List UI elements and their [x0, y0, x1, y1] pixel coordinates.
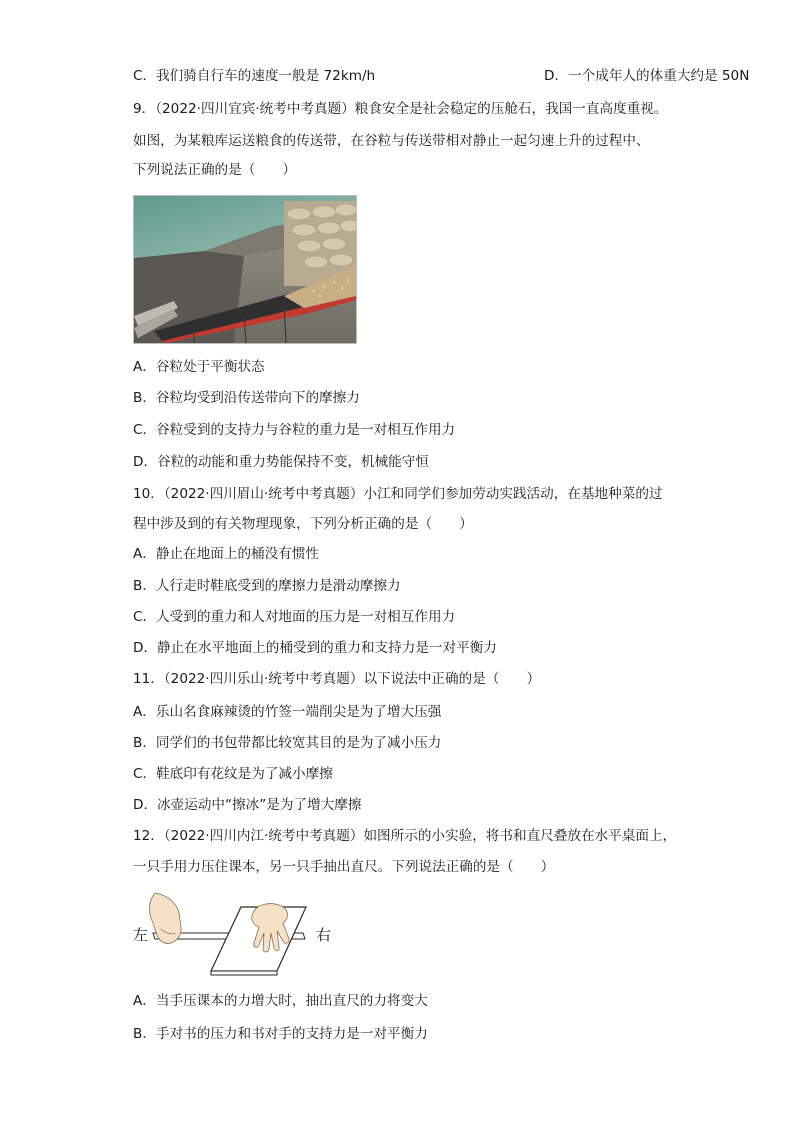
q11-option-b[interactable]: B．同学们的书包带都比较宽其目的是为了减小压力 — [133, 735, 442, 751]
q9-option-a[interactable]: A．谷粒处于平衡状态 — [133, 359, 265, 375]
q10-option-c[interactable]: C．人受到的重力和人对地面的压力是一对相互作用力 — [133, 609, 456, 625]
q9-option-d[interactable]: D．谷粒的动能和重力势能保持不变，机械能守恒 — [133, 454, 429, 470]
q12-option-b[interactable]: B．手对书的压力和书对手的支持力是一对平衡力 — [133, 1026, 428, 1042]
q8-options-row — [133, 66, 750, 86]
q11-option-a[interactable]: A．乐山名食麻辣烫的竹签一端削尖是为了增大压强 — [133, 704, 442, 720]
conveyor-belt-photo — [133, 195, 357, 344]
q12-option-a[interactable]: A．当手压课本的力增大时，抽出直尺的力将变大 — [133, 993, 428, 1009]
q9-stem-line-1: 9．（2022·四川宜宾·统考中考真题）粮食安全是社会稳定的压舱石，我国一直高度重视。 — [133, 101, 668, 117]
q12-stem-line-2: 一只手用力压住课本，另一只手抽出直尺。下列说法正确的是（ ） — [133, 859, 555, 875]
q10-option-a[interactable]: A．静止在地面上的桶没有惯性 — [133, 546, 320, 562]
q10-stem-line-1: 10．（2022·四川眉山·统考中考真题）小江和同学们参加劳动实践活动，在基地种菜的过 — [133, 486, 663, 502]
diagram-right-label: 右 — [316, 926, 332, 944]
q10-option-d[interactable]: D．静止在水平地面上的桶受到的重力和支持力是一对平衡力 — [133, 640, 497, 656]
q11-option-c[interactable]: C．鞋底印有花纹是为了减小摩擦 — [133, 766, 333, 782]
q10-option-b[interactable]: B．人行走时鞋底受到的摩擦力是滑动摩擦力 — [133, 578, 401, 594]
book-ruler-diagram — [133, 893, 343, 978]
diagram-left-label: 左 — [133, 926, 149, 944]
conveyor-belt-illustration — [134, 196, 356, 343]
q11-option-d[interactable]: D．冰壶运动中“擦冰”是为了增大摩擦 — [133, 797, 362, 813]
q8-option-d[interactable]: D．一个成年人的体重大约是 50N — [544, 68, 750, 84]
book-ruler-illustration — [133, 893, 343, 978]
q8-option-c[interactable]: C．我们骑自行车的速度一般是 72km/h — [133, 68, 376, 84]
q9-stem-line-3: 下列说法正确的是（ ） — [133, 162, 297, 178]
q9-option-b[interactable]: B．谷粒均受到沿传送带向下的摩擦力 — [133, 390, 360, 406]
q9-stem-line-2: 如图，为某粮库运送粮食的传送带，在谷粒与传送带相对静止一起匀速上升的过程中、 — [133, 133, 650, 149]
q9-option-c[interactable]: C．谷粒受到的支持力与谷粒的重力是一对相互作用力 — [133, 422, 456, 438]
q10-stem-line-2: 程中涉及到的有关物理现象，下列分析正确的是（ ） — [133, 516, 473, 532]
q12-stem-line-1: 12．（2022·四川内江·统考中考真题）如图所示的小实验，将书和直尺叠放在水平桌面上， — [133, 828, 677, 844]
q11-stem-line-1: 11．（2022·四川乐山·统考中考真题）以下说法中正确的是（ ） — [133, 671, 541, 687]
